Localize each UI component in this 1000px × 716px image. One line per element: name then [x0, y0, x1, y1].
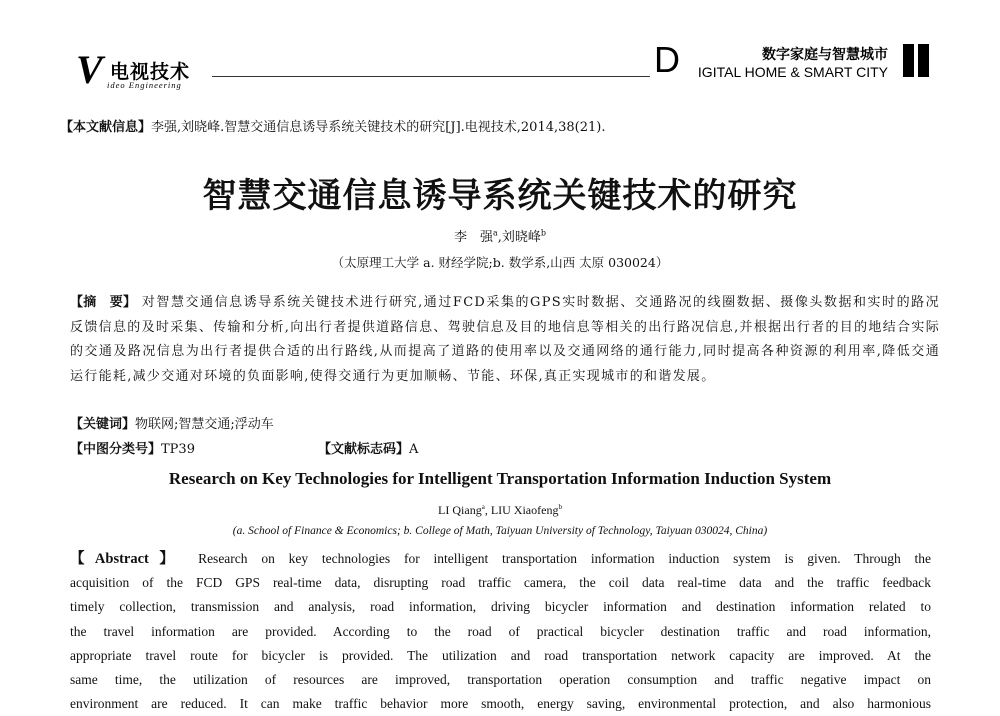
- doc-code-value: A: [409, 442, 419, 457]
- affiliation-english: (a. School of Finance & Economics; b. College of Math, Taiyuan University of Technology, Taiyuan 030024, China): [232, 525, 768, 537]
- document-code: [318, 438, 418, 457]
- author-1: 李 强: [453, 230, 493, 245]
- abstract-en-line: same time, the utilization of resources are improved, transportation operation consumption and traffic negative impact on: [70, 672, 931, 688]
- abstract-label: 【摘 要】: [70, 295, 137, 310]
- abstract-en-line: appropriate travel route for bicycler is provided. The utilization and road transportation network capacity are improved. At the: [70, 647, 931, 663]
- clc-label: 【中图分类号】: [70, 442, 162, 457]
- logo-v-icon: V: [76, 47, 103, 92]
- section-initial-letter: D: [654, 39, 680, 80]
- author-1-en: LI Qiang: [438, 503, 482, 517]
- author-2-affiliation-mark: b: [540, 228, 547, 238]
- abstract-chinese: [70, 291, 940, 389]
- abstract-en-line: 【Abstract】 Research on key technologies for intelligent transportation information induction system is given. Through the: [70, 551, 932, 567]
- doc-code-label: 【文献标志码】: [318, 442, 410, 457]
- section-bars-icon: [903, 44, 931, 77]
- clc-value: TP39: [161, 442, 195, 457]
- section-title-chinese: 数字家庭与智慧城市: [762, 47, 888, 63]
- author-2: 刘晓峰: [501, 230, 541, 245]
- paper-title-chinese: 智慧交通信息诱导系统关键技术的研究: [202, 176, 798, 216]
- journal-logo: [76, 47, 206, 94]
- section-title-english: IGITAL HOME & SMART CITY: [697, 64, 888, 80]
- classification-number: [70, 438, 195, 457]
- abstract-en-line: the travel information are provided. According to the road of practical bicycler destination traffic and road information,: [70, 623, 931, 639]
- abstract-en-line: environment are reduced. It can make traffic behavior more smooth, energy saving, environmental protection, and also harmonious: [70, 696, 931, 712]
- authors-chinese: 李 强$^a$,刘晓峰$^b$: [453, 228, 547, 245]
- affiliation-chinese: （太原理工大学 a. 财经学院;b. 数学系,山西 太原 030024）: [331, 255, 669, 270]
- authors-english: LI Qiang$^a$, LIU Xiaofeng$^b$: [438, 503, 562, 517]
- author-1-affiliation-mark: a: [492, 228, 498, 238]
- keywords-chinese: [70, 413, 274, 432]
- logo-english-name: ideo Engineering: [107, 80, 182, 90]
- logo-chinese-name: 电视技术: [110, 61, 191, 83]
- paper-title-english: Research on Key Technologies for Intelligent Transportation Information Induction System: [168, 469, 832, 488]
- abstract-en-line: acquisition of the FCD GPS real-time data, disrupting road traffic camera, the coil data real-time data and the traffic feedback: [70, 575, 931, 591]
- keywords-text: 物联网;智慧交通;浮动车: [135, 417, 274, 432]
- abstract-en-line: timely collection, transmission and analysis, road information, driving bicycler information and destination information related to: [70, 599, 931, 615]
- citation-label: 【本文献信息】: [60, 120, 152, 135]
- abstract-en-label: 【Abstract】: [70, 551, 185, 567]
- keywords-label: 【关键词】: [70, 417, 136, 432]
- abstract-text: 对智慧交通信息诱导系统关键技术进行研究,通过FCD采集的GPS实时数据、交通路况的线圈数据、摄像头数据和实时的路况反馈信息的及时采集、传输和分析,向出行者提供道路信息、驾驶信息及目的地信息等相关的出行路况信息,并根据出行者的目的地结合实际的交通及路况信息为出行者提供合适的出行路线,从而提高了道路的使用率以及交通网络的通行能力,同时提高各种资源的利用率,降低交通运行能耗,减少交通对环境的负面影响,使得交通行为更加顺畅、节能、环保,真正实现城市的和谐发展。: [70, 295, 940, 384]
- citation-text: 李强,刘晓峰.智慧交通信息诱导系统关键技术的研究[J].电视技术,2014,38(21).: [151, 120, 606, 135]
- author-2-en: LIU Xiaofeng: [490, 503, 559, 517]
- page-header: [0, 0, 1000, 100]
- abstract-english: [70, 547, 931, 716]
- header-divider: [212, 76, 650, 77]
- citation-info: [60, 116, 605, 135]
